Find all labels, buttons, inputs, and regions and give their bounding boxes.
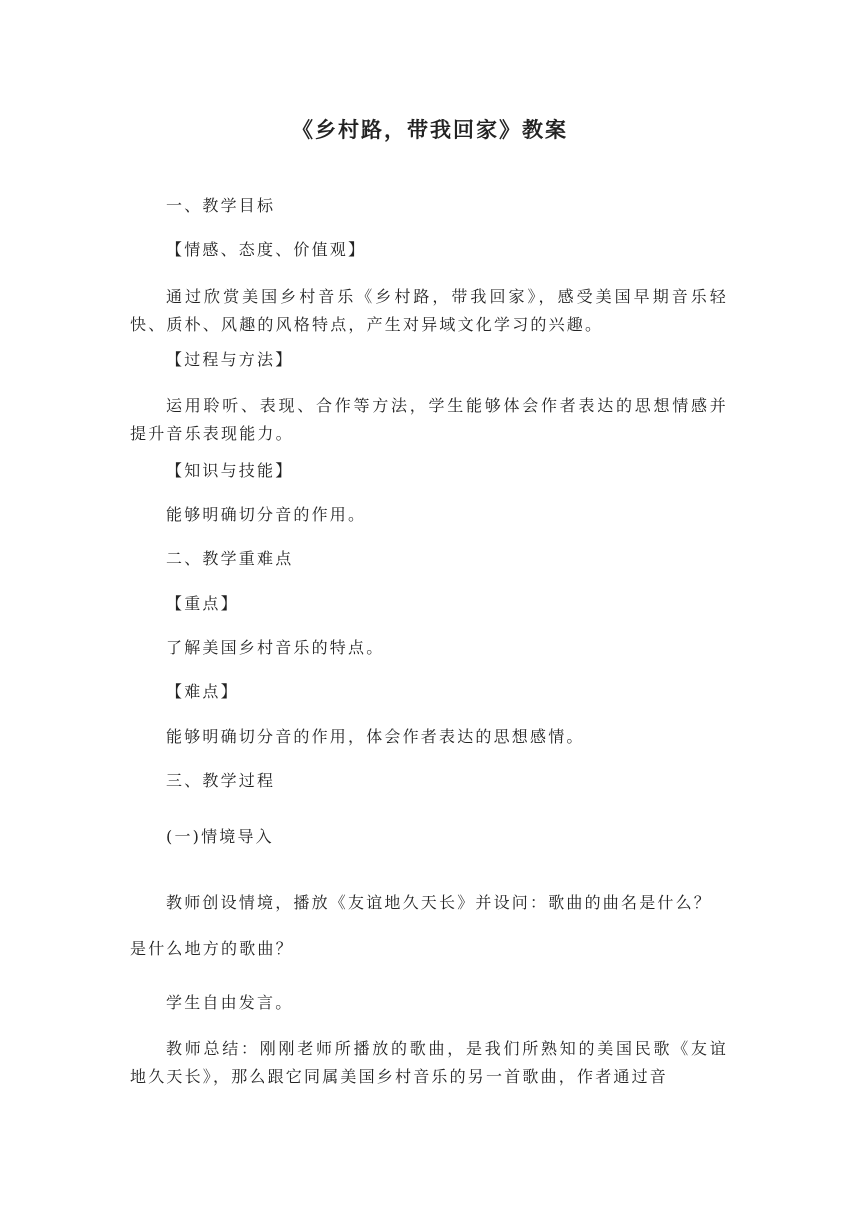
step-heading-intro: (一)情境导入 [166, 827, 274, 846]
paragraph-process: 运用聆听、表现、合作等方法，学生能够体会作者表达的思想情感并提升音乐表现能力。 [130, 396, 728, 443]
section-heading-objectives: 一、教学目标 [166, 196, 276, 215]
subheading-process: 【过程与方法】 [166, 350, 294, 369]
subheading-knowledge: 【知识与技能】 [166, 461, 294, 480]
section-heading-keypoints: 二、教学重难点 [166, 549, 294, 568]
paragraph-difficult: 能够明确切分音的作用，体会作者表达的思想感情。 [166, 727, 585, 746]
subheading-emotion: 【情感、态度、价值观】 [166, 240, 367, 259]
document-title: 《乡村路，带我回家》教案 [292, 118, 568, 142]
subheading-key: 【重点】 [166, 594, 239, 613]
paragraph-teacher-line1: 教师创设情境，播放《友谊地久天长》并设问：歌曲的曲名是什么？ [166, 893, 713, 912]
paragraph-students: 学生自由发言。 [166, 993, 294, 1012]
paragraph-summary: 教师总结：刚刚老师所播放的歌曲，是我们所熟知的美国民歌《友谊地久天长》，那么跟它同属美国乡村音乐的另一首歌曲，作者通过音 [130, 1039, 728, 1086]
section-heading-process: 三、教学过程 [166, 771, 276, 790]
subheading-difficult: 【难点】 [166, 682, 239, 701]
paragraph-knowledge: 能够明确切分音的作用。 [166, 505, 367, 524]
paragraph-emotion: 通过欣赏美国乡村音乐《乡村路，带我回家》，感受美国早期音乐轻快、质朴、风趣的风格特点，产生对异域文化学习的兴趣。 [130, 287, 728, 334]
paragraph-teacher-line2: 是什么地方的歌曲？ [130, 939, 294, 958]
paragraph-key: 了解美国乡村音乐的特点。 [166, 638, 385, 657]
